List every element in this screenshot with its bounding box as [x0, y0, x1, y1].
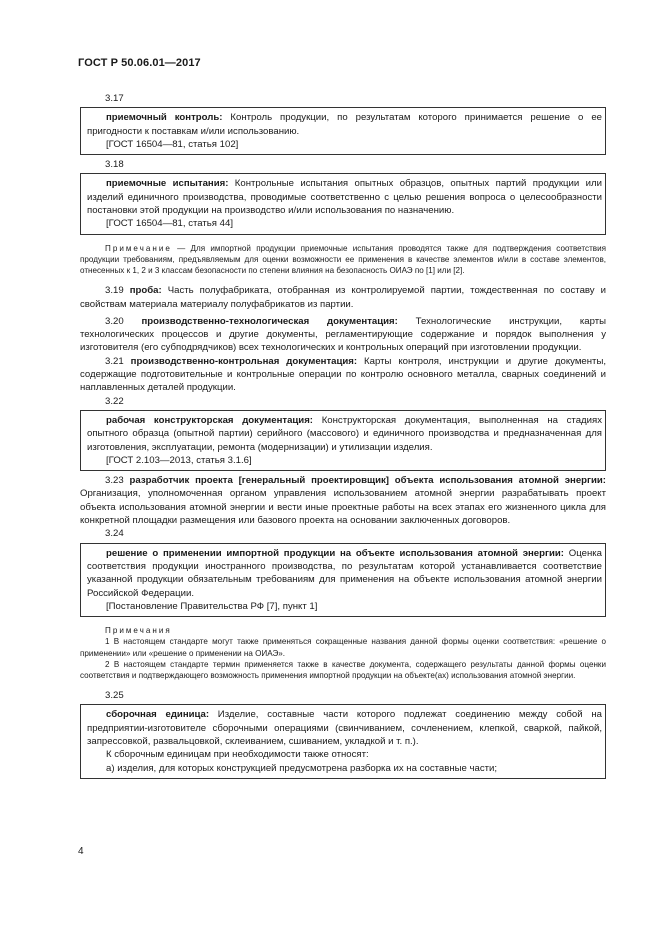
- term-definition: Часть полуфабриката, отобранная из контролируемой партии, тождественная по составу и свойствам материала материалу полуфабрикатов из партии.: [80, 285, 606, 310]
- term-definition: Контроль продукции, по результатам которого принимается решение о ее пригодности к поставкам и/или использованию.: [87, 112, 603, 137]
- term-box-3-17: [80, 107, 606, 155]
- term-definition: Организация, уполномоченная органом управления использованием атомной энергии разрабатывать проект объекта использования атомной энергии и вести иные проектные работы на всех этапах его жизненного цикла для конкретной площадки размещения или базового проекта на основании заключенных договоров.: [80, 488, 606, 527]
- term-definition: Конструкторская документация, выполненная на стадиях опытного образца (опытной партии) серийного (массового) и единичного производства и предназначенная для изготовления, эксплуатации, ремонта (модернизации) и утилизации изделия.: [87, 414, 602, 453]
- term-box-3-18: [80, 173, 606, 234]
- term-box-3-25: [80, 704, 606, 778]
- term-number: 3.25: [105, 690, 124, 702]
- term-name: приемочные испытания:: [106, 178, 229, 190]
- term-name: приемочный контроль:: [106, 112, 223, 124]
- term-continuation: К сборочным единицам при необходимости также относят:: [106, 749, 369, 761]
- note: [80, 243, 606, 277]
- term-reference: [ГОСТ 2.103—2013, статья 3.1.6]: [106, 454, 252, 466]
- term-entry-3-20: [80, 315, 606, 355]
- term-number: 3.21: [105, 355, 124, 367]
- term-name: разработчик проекта [генеральный проектировщик] объекта использования атомной энергии:: [129, 475, 606, 487]
- notes-label: Примечания: [105, 626, 172, 636]
- term-entry: [87, 547, 602, 600]
- term-reference: [ГОСТ 16504—81, статья 44]: [106, 218, 233, 230]
- term-number: 3.20: [105, 315, 124, 327]
- note-label: Примечание: [105, 243, 172, 253]
- term-name: рабочая конструкторская документация:: [106, 414, 314, 426]
- term-number: 3.17: [105, 93, 124, 104]
- term-box-3-24: [80, 543, 606, 617]
- term-definition: Контрольные испытания опытных образцов, опытных партий продукции или изделий единичного производства, проводимые соответственно с целью решения вопроса о целесообразности постановки этой продукции на производство и/или использования по назначению.: [87, 178, 602, 217]
- term-entry-3-21: [80, 355, 606, 395]
- term-number: 3.19: [105, 285, 124, 297]
- term-box-3-22: [80, 410, 606, 471]
- term-name: производственно-контрольная документация:: [130, 355, 358, 367]
- page-number: 4: [78, 846, 84, 857]
- term-name: сборочная единица:: [106, 709, 210, 721]
- term-entry: [87, 708, 602, 748]
- term-number: 3.24: [105, 528, 124, 540]
- term-definition: Карты контроля, инструкции и другие документы, содержащие подготовительные и контрольные операции по контролю основного металла, сварных соединений и наплавленных деталей продукции.: [80, 355, 607, 394]
- note-text: — Для импортной продукции приемочные испытания проводятся также для подтверждения соответствия продукции требованиям, предъявляемым для оценки возможности ее применения в качестве элементов и/или в составе элементов, отнесенных к 1, 2 и 3 классам безопасности по степени влияния на безопасность ОИАЭ по [1] или [2].: [80, 243, 606, 276]
- term-name: проба:: [129, 285, 162, 297]
- term-entry: [87, 111, 602, 138]
- term-list-item: а) изделия, для которых конструкцией предусмотрена разборка их на составные части;: [106, 762, 498, 774]
- term-entry-3-19: [80, 284, 606, 311]
- term-number: 3.22: [105, 395, 124, 407]
- term-definition: Оценка соответствия продукции иностранного производства, по результатам которой устанавливается соответствие указанной продукции обязательным требованиям для применения на объекте использования атомной энергии Российской Федерации.: [87, 547, 602, 599]
- term-definition: Технологические инструкции, карты технологических процессов и другие документы, регламентирующие содержание и порядок выполнения у изготовителя (его субподрядчиков) всех технологических и контрольных операций при изготовлении продукции.: [80, 315, 606, 354]
- page-header: ГОСТ Р 50.06.01—2017: [78, 57, 201, 69]
- note-item-2: 2 В настоящем стандарте термин применяется также в качестве документа, содержащего результаты данной формы оценки соответствия и подтверждающего возможность применения импортной продукции на объекте(ах) использования атомной энергии.: [80, 659, 606, 680]
- term-name: производственно-технологическая документация:: [141, 315, 398, 327]
- term-number: 3.23: [105, 475, 124, 487]
- note-item-1: 1 В настоящем стандарте могут также применяться сокращенные названия данной формы оценки соответствия: «решение о применении» или «решение о применении на ОИАЭ».: [80, 637, 606, 658]
- term-reference: [ГОСТ 16504—81, статья 102]: [106, 138, 239, 150]
- term-number: 3.18: [105, 159, 124, 171]
- term-entry-3-23: [80, 474, 606, 527]
- term-reference: [Постановление Правительства РФ [7], пункт 1]: [106, 600, 318, 612]
- term-definition: Изделие, составные части которого подлежат соединению между собой на предприятии-изготовителе сборочными операциями (свинчиванием, сочленением, клепкой, сваркой, пайкой, запрессовкой, развальцовкой, склеиванием, сшиванием, укладкой и т. п.).: [87, 709, 602, 748]
- term-name: решение о применении импортной продукции на объекте использования атомной энергии:: [106, 547, 564, 559]
- term-entry: [87, 177, 602, 217]
- document-body: [80, 92, 606, 782]
- term-entry: [87, 414, 602, 454]
